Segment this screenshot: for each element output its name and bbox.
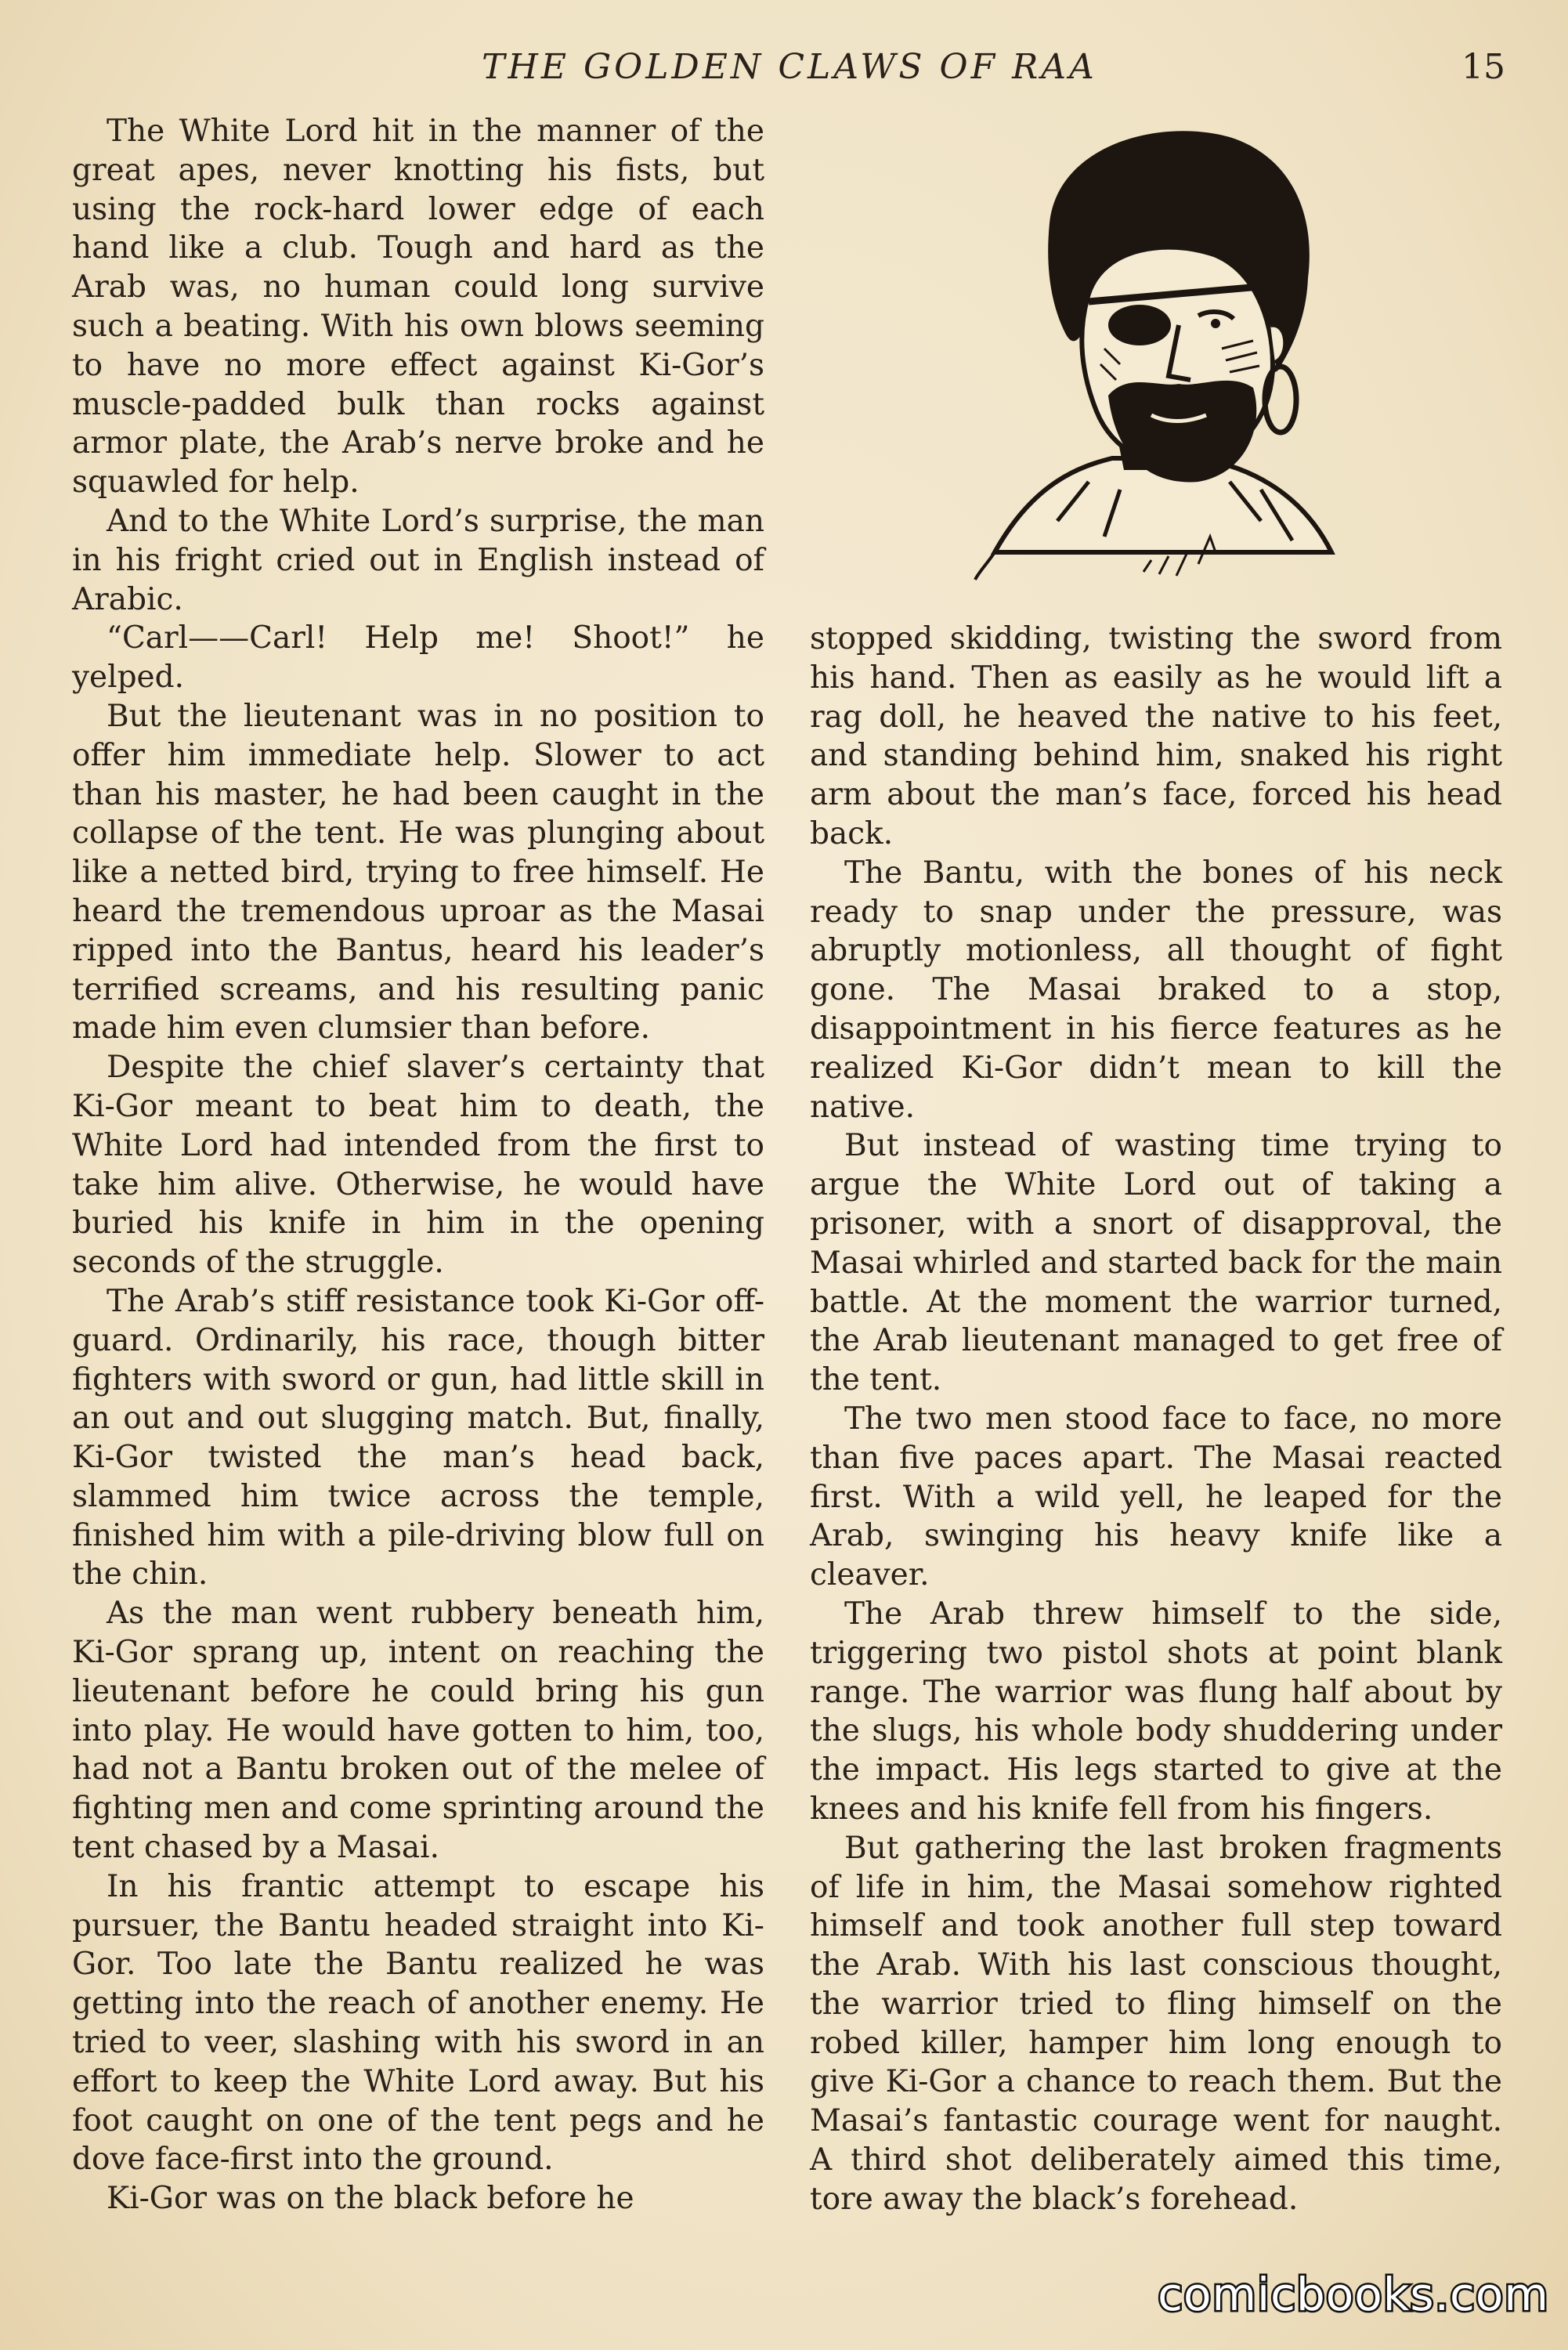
paragraph: stopped skidding, twisting the sword from his hand. Then as easily as he would lift a rag doll, he heaved the native to his feet, and standing behind him, snaked his right arm about the man’s face, forced his head back.: [810, 621, 1502, 851]
paragraph: The two men stood face to face, no more than five paces apart. The Masai reacted first. With a wild yell, he leaped for the Arab, swinging his heavy knife like a cleaver.: [810, 1401, 1502, 1593]
running-title: THE GOLDEN CLAWS OF RAA: [482, 47, 1097, 87]
paragraph: The Arab’s stiff resistance took Ki-Gor off-guard. Ordinarily, his race, though bitter fighters with sword or gun, had little skill in an out and out slugging match. But, finally, Ki-Gor twisted the man’s head back, slammed him twice across the temple, finished him with a pile-driving blow full on the chin.: [72, 1283, 764, 1593]
paragraph: Despite the chief slaver’s certainty that Ki-Gor meant to beat him to death, the White Lord had intended from the first to take him alive. Otherwise, he would have buried his knife in him in the opening seconds of the struggle.: [72, 1050, 764, 1281]
text-column-left: [72, 112, 764, 2218]
paragraph: The Bantu, with the bones of his neck ready to snap under the pressure, was abruptly motionless, all thought of fight gone. The Masai braked to a stop, disappointment in his fierce features as he realized Ki-Gor didn’t mean to kill the native.: [810, 855, 1502, 1125]
page-header: [0, 47, 1568, 102]
page-number: 15: [1461, 47, 1505, 87]
site-watermark: comicbooks.com: [1158, 2268, 1549, 2321]
paragraph: “Carl——Carl! Help me! Shoot!” he yelped.: [72, 620, 764, 696]
text-column-right: [810, 620, 1502, 2219]
paragraph: But gathering the last broken fragments of life in him, the Masai somehow righted himself and took another full step toward the Arab. With his last conscious thought, the warrior tried to fling himself on the robed killer, hamper him long enough to give Ki-Gor a chance to reach them. But the Masai’s fantastic courage went for naught. A third shot deliberately aimed this time, tore away the black’s forehead.: [810, 1830, 1502, 2217]
paragraph: And to the White Lord’s surprise, the man in his fright cried out in English instead of Arabic.: [72, 503, 764, 617]
paragraph: Ki-Gor was on the black before he: [107, 2181, 634, 2217]
portrait-illustration-icon: [963, 114, 1371, 584]
paragraph: As the man went rubbery beneath him, Ki-Gor sprang up, intent on reaching the lieutenant before he could bring his gun into play. He would have gotten to him, too, had not a Bantu broken out of the melee of fighting men and come sprinting around the tent chased by a Masai.: [72, 1596, 764, 1866]
paragraph: The White Lord hit in the manner of the great apes, never knotting his fists, but using the rock-hard lower edge of each hand like a club. Tough and hard as the Arab was, no human could long survive such a beating. With his own blows seeming to have no more effect against Ki-Gor’s muscle-padded bulk than rocks against armor plate, the Arab’s nerve broke and he squawled for help.: [72, 114, 764, 501]
paragraph: The Arab threw himself to the side, triggering two pistol shots at point blank range. The warrior was flung half about by the slugs, his whole body shuddering under the impact. His legs started to give at the knees and his knife fell from his fingers.: [810, 1596, 1502, 1827]
portrait-svg: [963, 114, 1371, 584]
paragraph: In his frantic attempt to escape his pursuer, the Bantu headed straight into Ki-Gor. Too late the Bantu realized he was getting into the reach of another enemy. He tried to veer, slashing with his sword in an effort to keep the White Lord away. But his foot caught on one of the tent pegs and he dove face-first into the ground.: [72, 1868, 764, 2178]
paragraph: But the lieutenant was in no position to offer him immediate help. Slower to act than his master, he had been caught in the collapse of the tent. He was plunging about like a netted bird, trying to free himself. He heard the tremendous uproar as the Masai ripped into the Bantus, heard his leader’s terrified screams, and his resulting panic made him even clumsier than before.: [72, 698, 764, 1047]
paragraph: But instead of wasting time trying to argue the White Lord out of taking a prisoner, with a snort of disapproval, the Masai whirled and started back for the main battle. At the moment the warrior turned, the Arab lieutenant managed to get free of the tent.: [810, 1128, 1502, 1398]
